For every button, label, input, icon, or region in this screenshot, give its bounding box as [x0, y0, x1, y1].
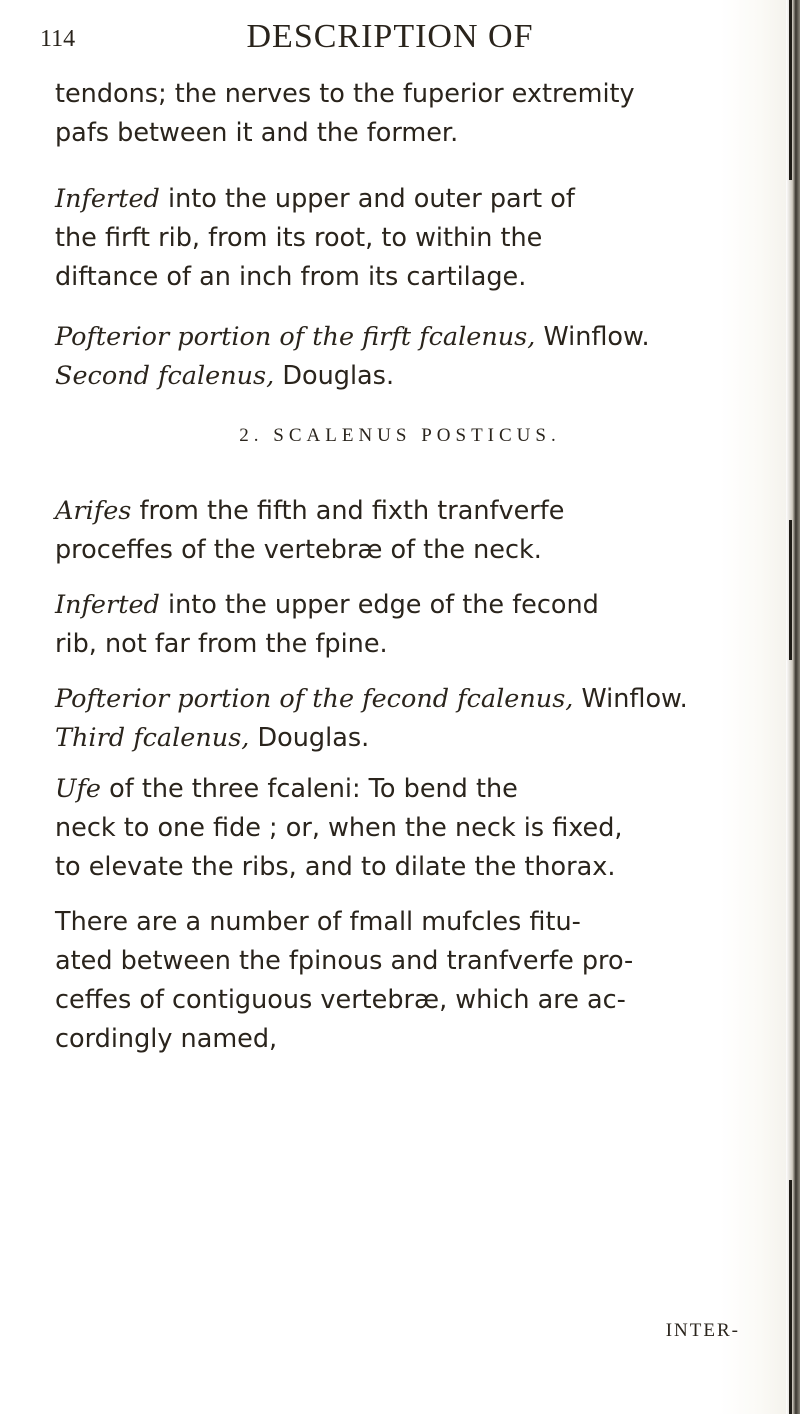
edge-mark	[789, 0, 792, 180]
paragraph	[55, 75, 745, 153]
catchword: INTER-	[665, 1320, 740, 1341]
edge-mark	[789, 520, 792, 660]
text-line: ceffes of contiguous vertebræ, which are ac-	[55, 985, 626, 1015]
paragraph	[55, 318, 745, 396]
text-line: proceffes of the vertebræ of the neck.	[55, 535, 542, 565]
text-line: diftance of an inch from its cartilage.	[55, 262, 527, 292]
section-heading: 2. SCALENUS POSTICUS.	[239, 425, 561, 446]
text-line: into the upper edge of the fecond	[159, 590, 599, 620]
italic-label: Pofterior portion of the fecond fcalenus,	[55, 684, 574, 714]
text-line: neck to one fide ; or, when the neck is fixed,	[55, 813, 623, 843]
text-line: pafs between it and the former.	[55, 118, 459, 148]
paragraph	[55, 770, 745, 887]
italic-label: Arifes	[55, 496, 132, 526]
italic-label: Inferted	[55, 184, 160, 214]
paragraph	[55, 680, 745, 758]
italic-label: Ufe	[55, 774, 102, 804]
text-line: There are a number of fmall mufcles fitu-	[55, 907, 581, 937]
running-head: DESCRIPTION OF	[246, 18, 534, 55]
text-line: the firft rib, from its root, to within the	[55, 223, 543, 253]
text-line: tendons; the nerves to the fuperior extremity	[55, 79, 635, 109]
text-line: Douglas.	[274, 361, 395, 391]
text-line: ated between the fpinous and tranfverfe pro-	[55, 946, 634, 976]
paragraph	[55, 180, 745, 297]
text-line: from the fifth and fixth tranfverfe	[131, 496, 565, 526]
text-line: Winflow.	[535, 322, 650, 352]
text-line: cordingly named,	[55, 1024, 278, 1054]
italic-label: Pofterior portion of the firft fcalenus,	[55, 322, 536, 352]
paragraph	[55, 586, 745, 664]
text-line: into the upper and outer part of	[159, 184, 575, 214]
italic-label: Inferted	[55, 590, 160, 620]
page-number: 114	[40, 26, 76, 52]
text-line: to elevate the ribs, and to dilate the thorax.	[55, 852, 616, 882]
italic-label: Third fcalenus,	[55, 723, 250, 753]
text-line: rib, not far from the fpine.	[55, 629, 388, 659]
paragraph	[55, 903, 745, 1059]
text-line: of the three fcaleni: To bend the	[101, 774, 518, 804]
text-line: Douglas.	[249, 723, 370, 753]
italic-label: Second fcalenus,	[55, 361, 275, 391]
text-line: Winflow.	[573, 684, 688, 714]
page-header	[40, 18, 740, 62]
edge-mark	[789, 1180, 792, 1414]
paragraph	[55, 492, 745, 570]
page-edge-shadow	[786, 0, 800, 1414]
